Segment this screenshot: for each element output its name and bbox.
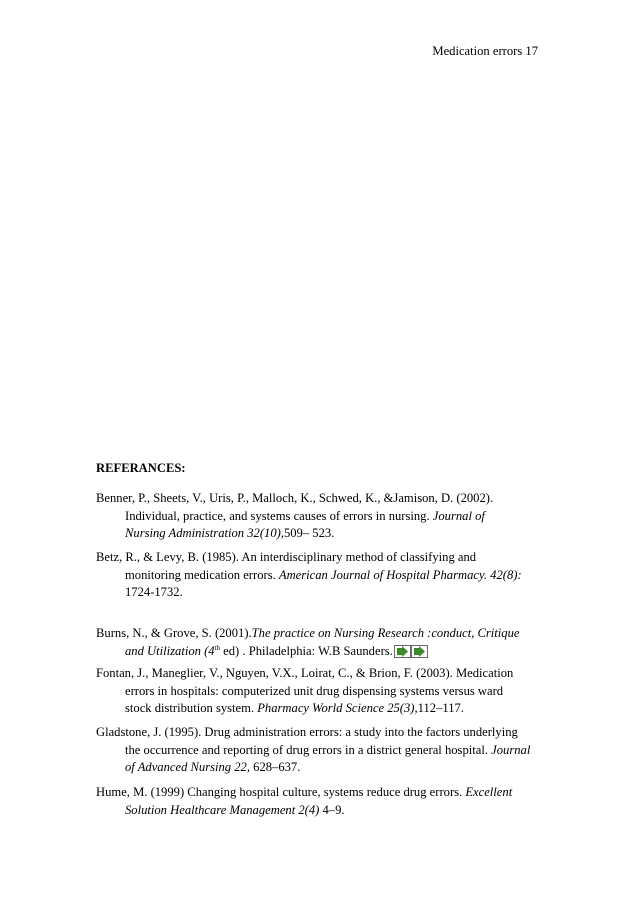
green-arrow-icon[interactable] [394,645,411,658]
ref-text: Hume, M. (1999) Changing hospital culture, systems reduce drug errors. [96,785,466,799]
ref-journal: Pharmacy World Science 25(3), [257,701,418,715]
ref-text: Fontan, J., Maneglier, V., Nguyen, V.X., Loirat, C., & Brion, F. (2003). Medication [96,666,514,680]
ref-line [96,549,556,567]
reference-entry-burns [96,625,556,662]
reference-entry-fontan [96,665,556,718]
ref-text: Individual, practice, and systems causes of errors in nursing. [125,508,433,523]
ref-journal: Excellent [465,785,513,799]
ref-pages: 112–117. [417,701,464,715]
ref-line [96,567,556,585]
reference-entry-betz [96,549,556,602]
ref-line [96,584,556,602]
ref-line [96,742,556,760]
ref-text: Gladstone, J. (1995). Drug administration errors: a study into the factors underlying [96,725,518,739]
ref-text: Betz, R., & Levy, B. (1985). An interdisciplinary method of classifying and [96,550,477,564]
ref-journal: Solution Healthcare Management 2(4) [125,802,320,817]
smart-tag-icons[interactable] [394,645,428,663]
ref-line [96,508,556,526]
ref-text: the occurrence and reporting of drug errors in a district general hospital. [125,742,492,757]
ref-title: The practice on Nursing Research :conduct, Critique [251,626,520,640]
ref-journal: Journal of [432,508,485,523]
ref-line [96,759,556,777]
running-head: Medication errors 17 [432,44,538,58]
ref-text: errors in hospitals: computerized unit drug dispensing systems versus ward [125,683,504,698]
ref-line [96,625,556,643]
ref-line [96,784,556,802]
ref-journal: Nursing Administration 32(10), [125,526,284,540]
ref-journal: of Advanced Nursing 22, [125,760,250,774]
green-arrow-icon[interactable] [411,645,428,658]
ref-line [96,700,556,718]
ref-line [96,665,556,683]
ref-line [96,490,556,508]
reference-entry-benner [96,490,556,543]
ref-line [96,643,556,663]
ref-pages: 628–637. [250,760,301,774]
reference-entry-gladstone [96,724,556,777]
ref-journal: American Journal of Hospital Pharmacy. 42(8): [278,567,522,582]
ref-text: monitoring medication errors. [125,567,279,582]
ref-text: stock distribution system. [125,701,258,715]
ref-journal: Journal [491,742,531,757]
ref-superscript: th [214,643,221,652]
ref-line [96,683,556,701]
reference-entry-hume [96,784,556,819]
ref-pages: 4–9. [319,802,345,817]
ref-pages: 509– 523. [283,526,335,540]
ref-text: Benner, P., Sheets, V., Uris, P., Malloch, K., Schwed, K., &Jamison, D. (2002). [96,491,494,505]
ref-line [96,724,556,742]
ref-line [96,525,556,543]
ref-text: ed) . Philadelphia: W.B Saunders. [220,643,393,658]
references-heading: REFERANCES: [96,461,186,475]
ref-text: Burns, N., & Grove, S. (2001). [96,626,252,640]
ref-line [96,802,556,820]
ref-pages: 1724-1732. [125,585,183,599]
ref-title: and Utilization (4 [125,643,215,658]
